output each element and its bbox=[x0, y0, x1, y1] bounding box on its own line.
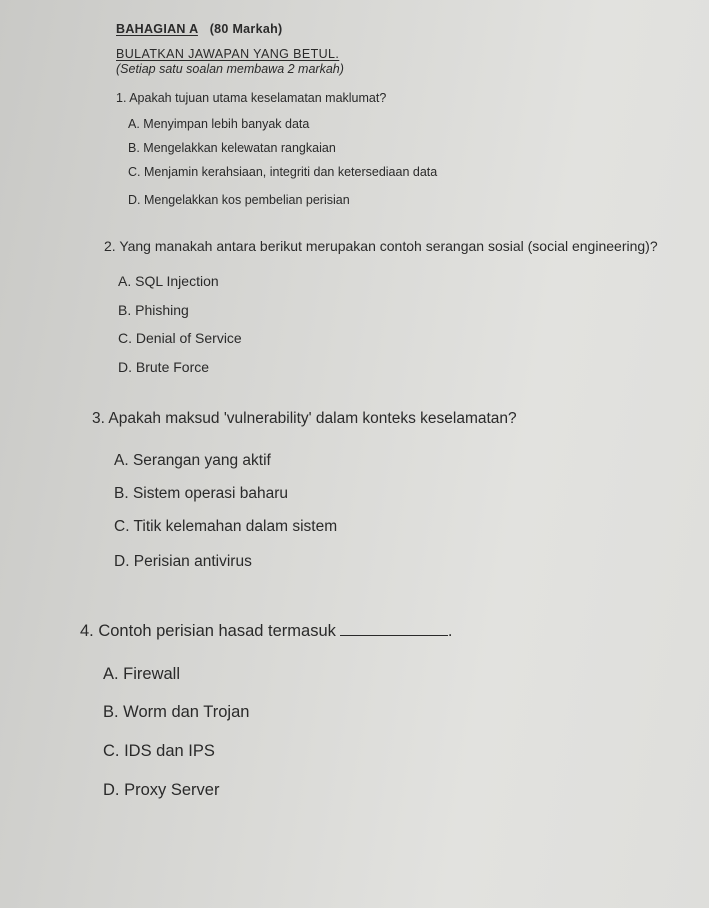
q2-option-d: D. Brute Force bbox=[118, 359, 210, 375]
section-instruction: BULATKAN JAWAPAN YANG BETUL. bbox=[116, 47, 340, 61]
section-note: (Setiap satu soalan membawa 2 markah) bbox=[116, 62, 344, 76]
q1-option-d: D. Mengelakkan kos pembelian perisian bbox=[128, 193, 350, 207]
question-4 bbox=[80, 621, 453, 641]
q2-option-a: A. SQL Injection bbox=[118, 273, 219, 289]
q4-option-c: C. IDS dan IPS bbox=[103, 742, 215, 760]
q2-option-c: C. Denial of Service bbox=[118, 330, 242, 346]
q1-option-b: B. Mengelakkan kelewatan rangkaian bbox=[128, 141, 336, 155]
section-title: BAHAGIAN A bbox=[116, 22, 198, 36]
section-header bbox=[116, 22, 283, 36]
q1-option-c: C. Menjamin kerahsiaan, integriti dan ketersediaan data bbox=[128, 165, 438, 179]
question-4-suffix: . bbox=[447, 622, 453, 640]
question-2: 2. Yang manakah antara berikut merupakan contoh serangan sosial (social engineering)? bbox=[104, 238, 658, 254]
q1-option-a: A. Menyimpan lebih banyak data bbox=[128, 117, 310, 131]
section-marks: (80 Markah) bbox=[209, 22, 283, 36]
q4-option-a: A. Firewall bbox=[103, 665, 181, 683]
q3-option-b: B. Sistem operasi baharu bbox=[114, 485, 289, 502]
question-1: 1. Apakah tujuan utama keselamatan maklumat? bbox=[116, 91, 387, 105]
question-3: 3. Apakah maksud 'vulnerability' dalam konteks keselamatan? bbox=[92, 410, 517, 427]
q4-option-d: D. Proxy Server bbox=[103, 781, 220, 799]
q3-option-c: C. Titik kelemahan dalam sistem bbox=[114, 518, 338, 535]
q4-option-b: B. Worm dan Trojan bbox=[103, 703, 250, 721]
question-4-text: 4. Contoh perisian hasad termasuk bbox=[80, 622, 336, 640]
q3-option-d: D. Perisian antivirus bbox=[114, 553, 252, 570]
q3-option-a: A. Serangan yang aktif bbox=[114, 452, 271, 469]
q2-option-b: B. Phishing bbox=[118, 302, 189, 318]
answer-blank bbox=[340, 621, 448, 636]
